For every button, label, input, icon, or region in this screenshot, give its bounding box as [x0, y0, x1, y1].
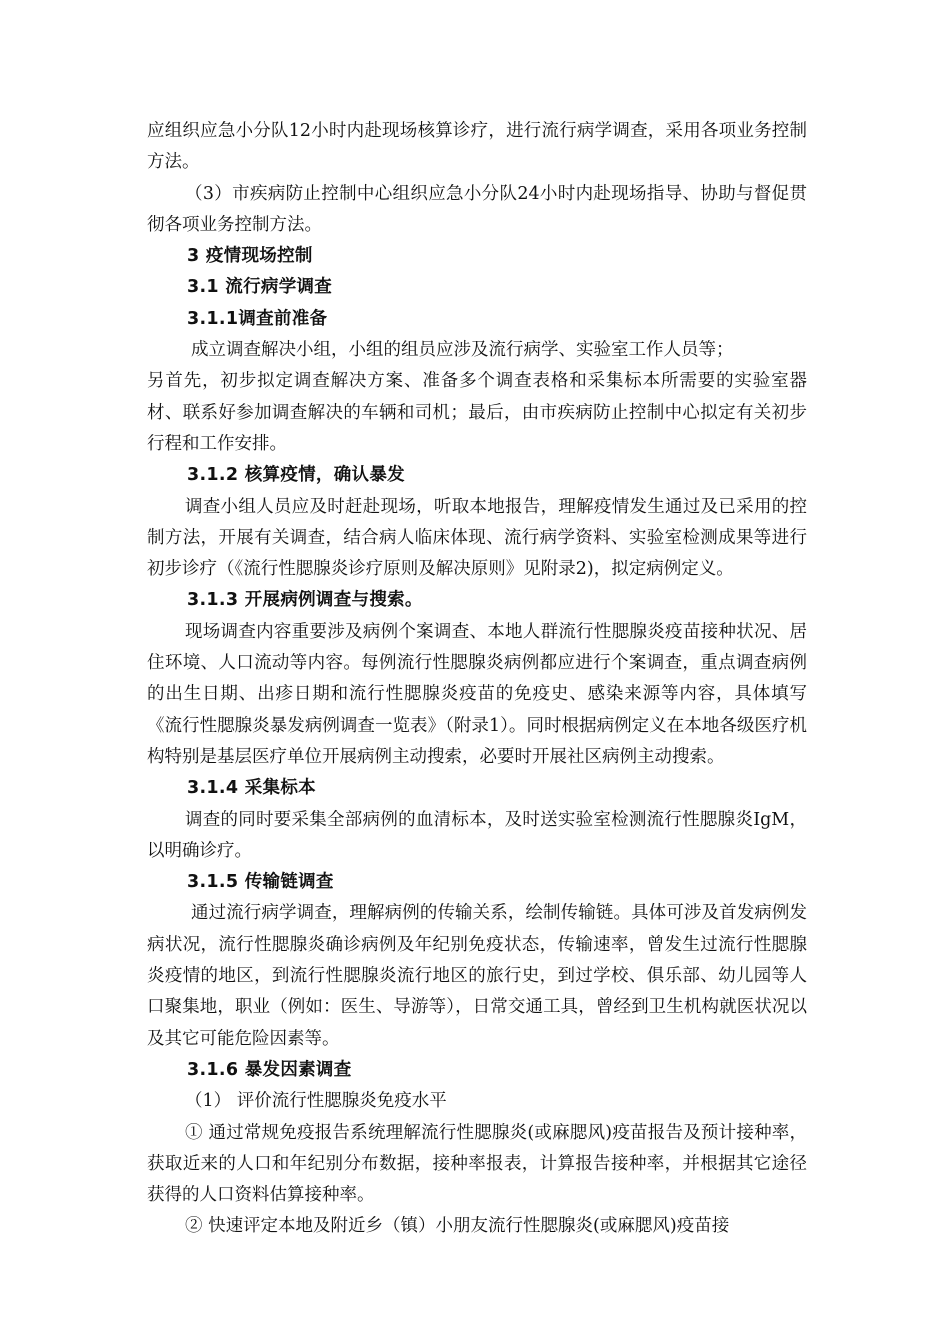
section-heading: 3.1.2 核算疫情，确认暴发 — [187, 465, 405, 486]
paragraph: ① 通过常规免疫报告系统理解流行性腮腺炎(或麻腮风)疫苗报告及预计接种率，获取近来的人口和年纪别分布数据，接种率报表，计算报告接种率，并根据其它途径获得的人口资料估算接种率。 — [147, 1122, 807, 1206]
section-heading: 3 疫情现场控制 — [187, 246, 313, 267]
paragraph: 现场调查内容重要涉及病例个案调查、本地人群流行性腮腺炎疫苗接种状况、居住环境、人口流动等内容。每例流行性腮腺炎病例都应进行个案调查，重点调查病例的出生日期、出疹日期和流行性腮腺炎疫苗的免疫史、感染来源等内容，具体填写《流行性腮腺炎暴发病例调查一览表》（附录1）。同时根据病例定义在本地各级医疗机构特别是基层医疗单位开展病例主动搜索，必要时开展社区病例主动搜索。 — [147, 621, 807, 767]
paragraph: （1） 评价流行性腮腺炎免疫水平 — [185, 1091, 447, 1112]
section-heading: 3.1.1调查前准备 — [187, 308, 328, 329]
paragraph: 另首先，初步拟定调查解决方案、准备多个调查表格和采集标本所需要的实验室器材、联系好参加调查解决的车辆和司机；最后，由市疾病防止控制中心拟定有关初步行程和工作安排。 — [147, 371, 807, 454]
paragraph: ② 快速评定本地及附近乡（镇）小朋友流行性腮腺炎(或麻腮风)疫苗接 — [185, 1216, 730, 1237]
paragraph: 成立调查解决小组，小组的组员应涉及流行病学、实验室工作人员等； — [191, 340, 734, 361]
section-heading: 3.1 流行病学调查 — [187, 277, 333, 298]
paragraph: 应组织应急小分队12小时内赴现场核算诊疗，进行流行病学调查，采用各项业务控制方法。 — [147, 121, 807, 173]
section-heading: 3.1.3 开展病例调查与搜索。 — [187, 590, 423, 611]
paragraph: 调查小组人员应及时赶赴现场，听取本地报告，理解疫情发生通过及已采用的控制方法，开展有关调查，结合病人临床体现、流行病学资料、实验室检测成果等进行初步诊疗（《流行性腮腺炎诊疗原则及解决原则》见附录2)，拟定病例定义。 — [147, 496, 807, 580]
section-heading: 3.1.5 传输链调查 — [187, 872, 334, 893]
paragraph: 通过流行病学调查，理解病例的传输关系，绘制传输链。具体可涉及首发病例发病状况，流行性腮腺炎确诊病例及年纪别免疫状态，传输速率，曾发生过流行性腮腺炎疫情的地区，到流行性腮腺炎流行地区的旅行史，到过学校、俱乐部、幼儿园等人口聚集地，职业（例如：医生、导游等），日常交通工具，曾经到卫生机构就医状况以及其它可能危险因素等。 — [147, 903, 807, 1049]
paragraph: （3）市疾病防止控制中心组织应急小分队24小时内赴现场指导、协助与督促贯彻各项业务控制方法。 — [147, 183, 807, 235]
section-heading: 3.1.4 采集标本 — [187, 778, 316, 799]
paragraph: 调查的同时要采集全部病例的血清标本，及时送实验室检测流行性腮腺炎IgM，以明确诊疗。 — [147, 809, 807, 861]
document-body — [147, 116, 807, 1243]
section-heading: 3.1.6 暴发因素调查 — [187, 1059, 352, 1080]
